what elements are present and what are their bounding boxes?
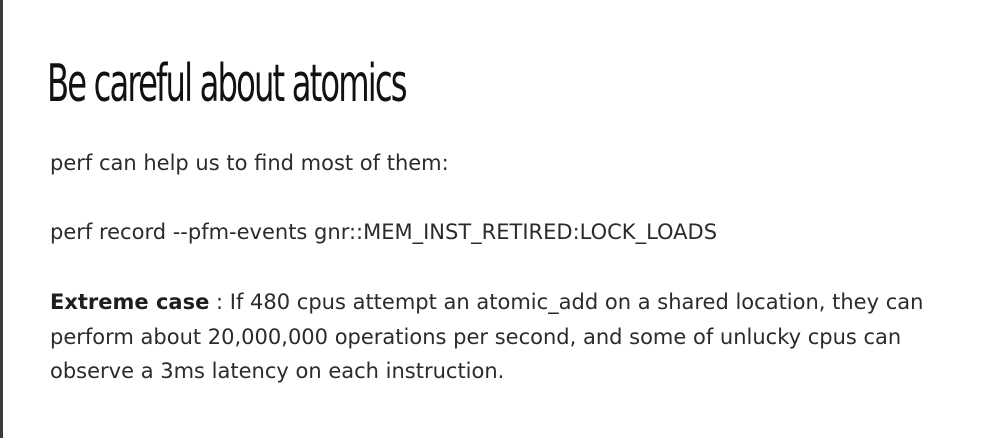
extreme-case-text: : If 480 cpus attempt an atomic_add on a shared location, they can perform about 20,000,000 operations per second, and some of unlucky cpus can observe a 3ms latency on each instruction.: [50, 290, 924, 383]
extreme-case-label: Extreme case: [50, 290, 210, 314]
intro-text: perf can help us to find most of them:: [50, 151, 449, 175]
extreme-case-paragraph: [50, 285, 965, 389]
perf-command-text: perf record --pfm-events gnr::MEM_INST_RETIRED:LOCK_LOADS: [50, 220, 718, 244]
slide-title: Be careful about atomics: [47, 54, 406, 114]
